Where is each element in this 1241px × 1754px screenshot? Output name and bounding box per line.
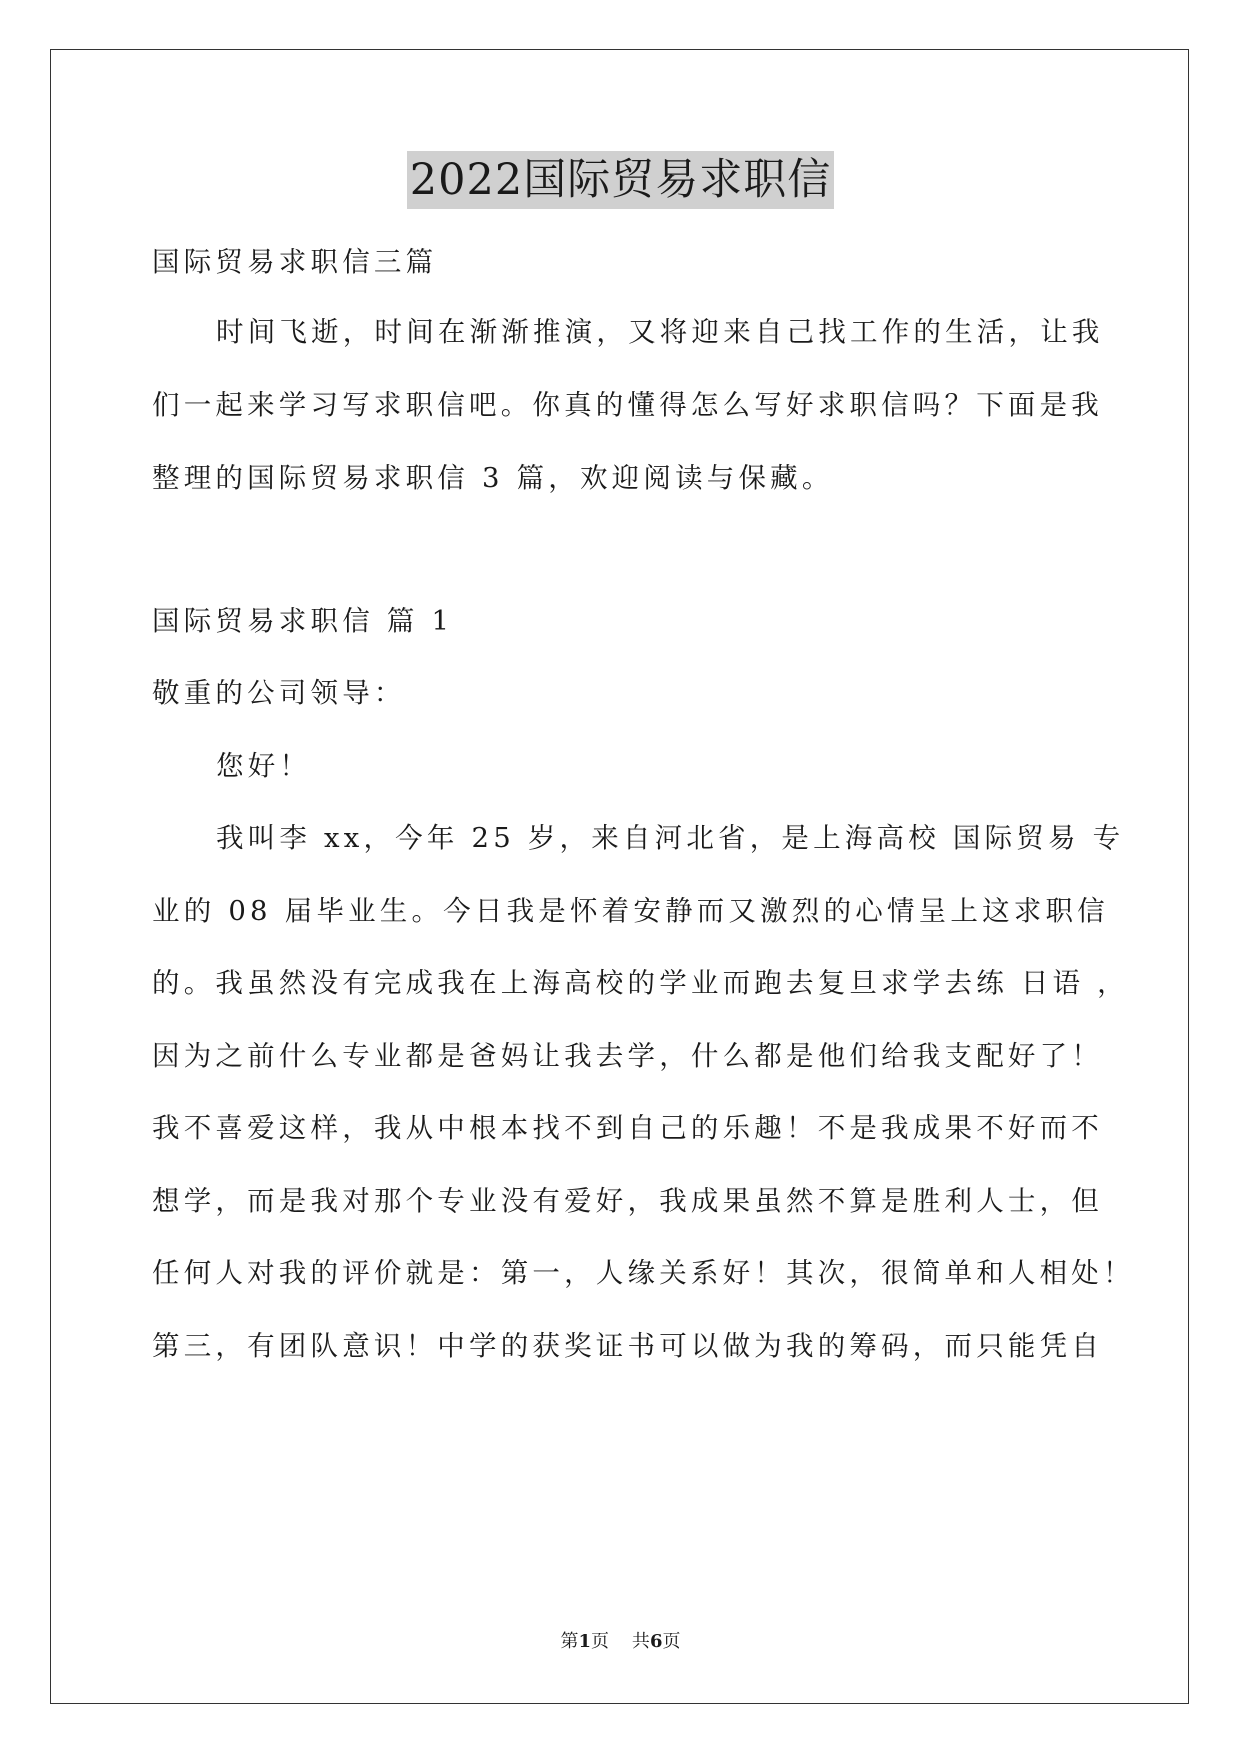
greeting-line: 您好！ bbox=[216, 750, 312, 782]
footer-total-pages: 6 bbox=[649, 1631, 663, 1652]
paragraph-line: 因为之前什么专业都是爸妈让我去学，什么都是他们给我支配好了！ bbox=[152, 1040, 1103, 1072]
paragraph-line: 想学，而是我对那个专业没有爱好，我成果虽然不算是胜利人士，但 bbox=[152, 1185, 1103, 1217]
subtitle-line: 国际贸易求职信三篇 bbox=[152, 246, 438, 278]
paragraph-line: 整理的国际贸易求职信 3 篇，欢迎阅读与保藏。 bbox=[152, 462, 834, 494]
footer-suffix: 页 bbox=[662, 1631, 681, 1652]
section-heading: 国际贸易求职信 篇 1 bbox=[152, 605, 454, 637]
page-footer bbox=[0, 1630, 1241, 1654]
paragraph-line: 我叫李 xx，今年 25 岁，来自河北省，是上海高校 国际贸易 专 bbox=[216, 822, 1125, 854]
paragraph-line: 们一起来学习写求职信吧。你真的懂得怎么写好求职信吗？下面是我 bbox=[152, 389, 1103, 421]
footer-prefix: 第 bbox=[560, 1631, 579, 1652]
paragraph-line: 时间飞逝，时间在渐渐推演，又将迎来自己找工作的生活，让我 bbox=[216, 316, 1104, 348]
page-border bbox=[50, 49, 1189, 1704]
paragraph-line: 业的 08 届毕业生。今日我是怀着安静而又激烈的心情呈上这求职信 bbox=[152, 895, 1109, 927]
salutation-line: 敬重的公司领导： bbox=[152, 677, 406, 709]
paragraph-line: 任何人对我的评价就是：第一，人缘关系好！其次，很简单和人相处！ bbox=[152, 1257, 1135, 1289]
footer-middle: 页 共 bbox=[591, 1631, 650, 1652]
title-wrap bbox=[0, 151, 1241, 209]
document-title: 2022国际贸易求职信 bbox=[407, 151, 834, 209]
footer-page-number: 1 bbox=[578, 1631, 592, 1652]
paragraph-line: 第三，有团队意识！中学的获奖证书可以做为我的筹码，而只能凭自 bbox=[152, 1330, 1103, 1362]
paragraph-line: 我不喜爱这样，我从中根本找不到自己的乐趣！不是我成果不好而不 bbox=[152, 1112, 1103, 1144]
paragraph-line: 的。我虽然没有完成我在上海高校的学业而跑去复旦求学去练 日语 ， bbox=[152, 967, 1129, 999]
